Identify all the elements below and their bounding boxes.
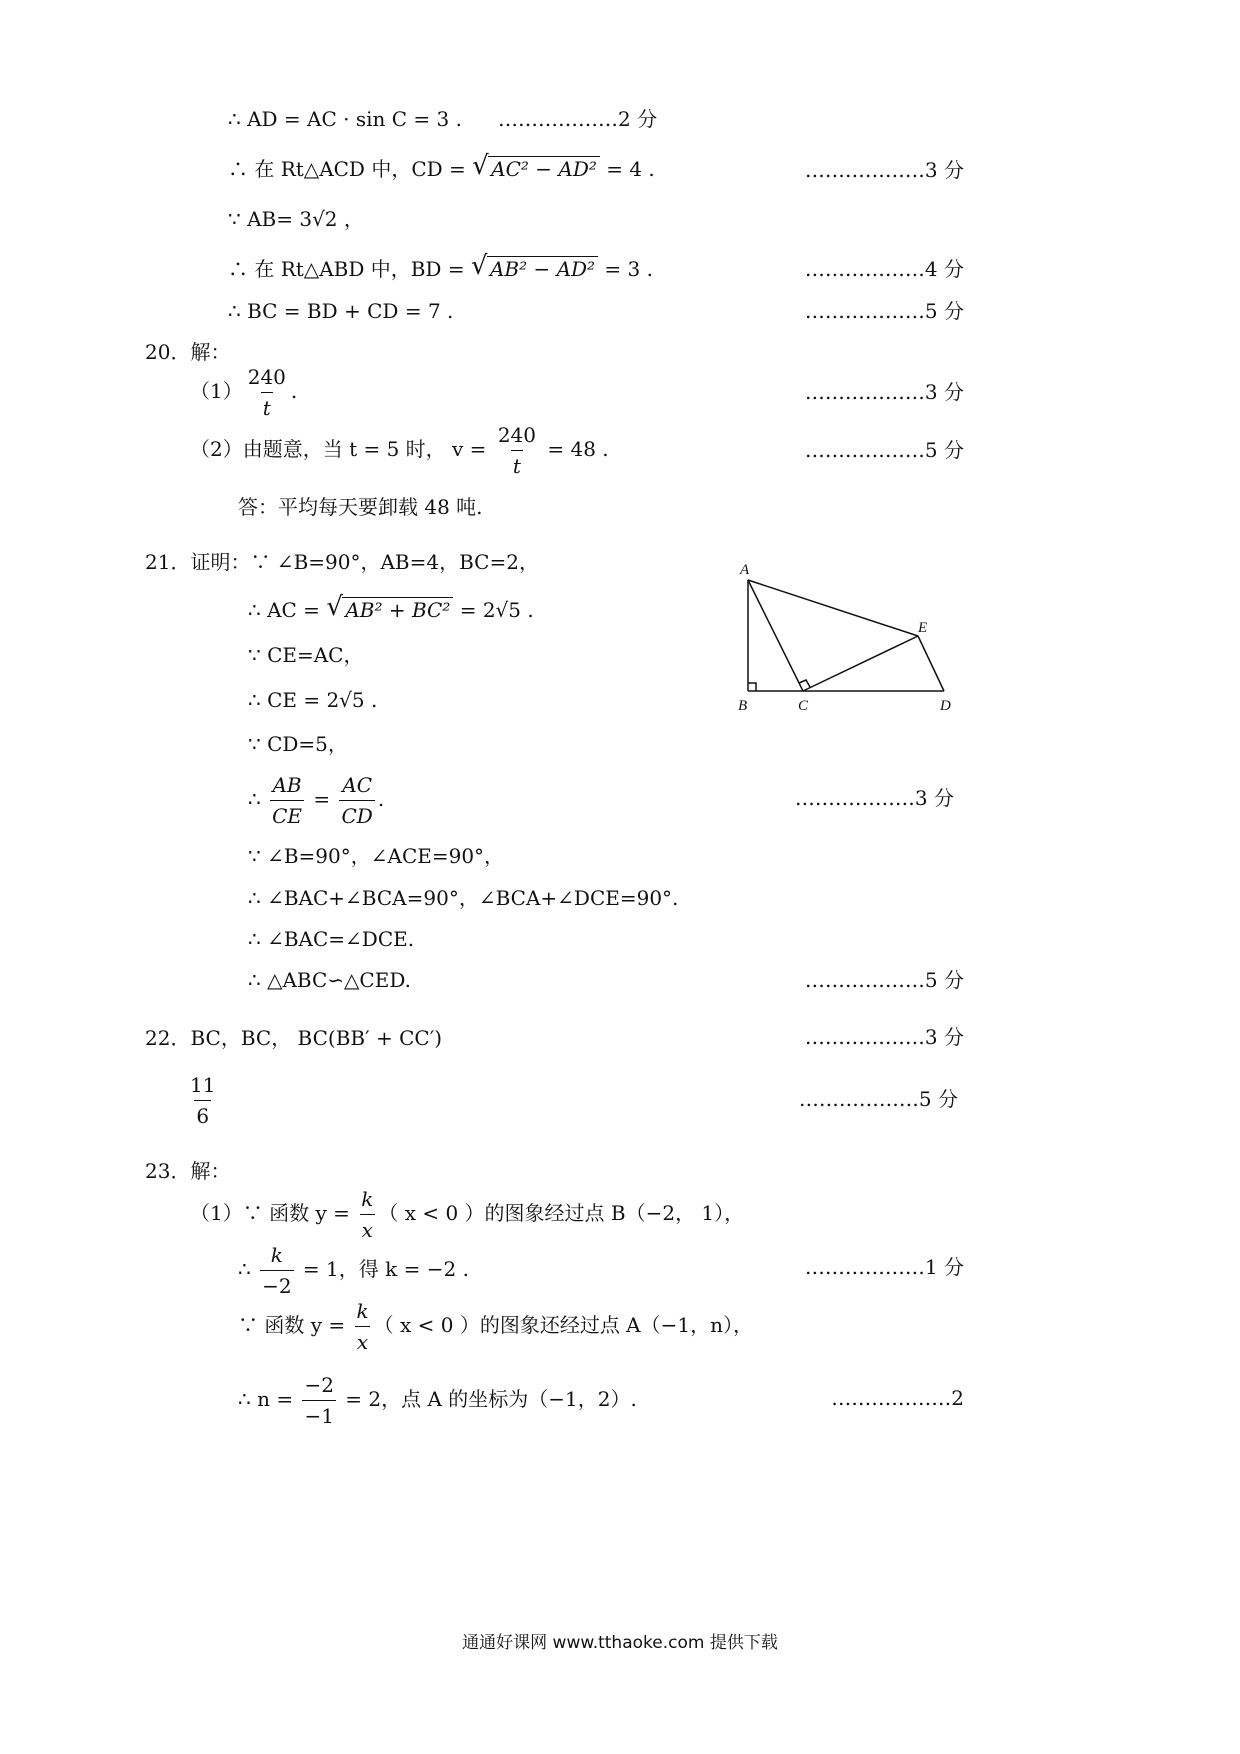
q23-l3-condition: （ x < 0 ）的图象还经过点 A（−1，n）， [373,1313,753,1337]
q19-score-4: ………………4 分 [804,257,964,281]
period: . [290,379,298,403]
q21-ac-result: = 2√5 . [453,598,534,622]
sqrt-ab-ad: √ AB² − AD² [471,255,598,283]
denominator: 6 [194,1100,211,1131]
denominator: x [355,1326,370,1357]
radicand: AB² + BC² [342,597,453,622]
q23-l3-text: ∵ 函数 y = [238,1313,352,1337]
q19-bd-text: ∴ 在 Rt△ABD 中，BD = [228,257,471,281]
fraction-240-t-2 [496,420,538,481]
q22-score-3: ………………3 分 [804,1025,964,1049]
q23-l1-text: （1）∵ 函数 y = [190,1201,357,1225]
q19-line-cd [228,151,655,183]
therefore: ∴ [238,1257,258,1281]
numerator: 240 [497,423,536,447]
q20-score-3: ………………3 分 [804,380,964,404]
q22-score-5: ………………5 分 [798,1087,958,1111]
numerator: 240 [247,365,286,389]
label-d: D [940,698,951,714]
q23-l4-result: = 2，点 A 的坐标为（−1，2）. [338,1387,637,1411]
q23-heading: 23．解： [145,1159,231,1183]
q19-line-bc: ∴ BC = BD + CD = 7 . [228,299,454,323]
denominator: t [511,450,523,481]
segment-ce [803,636,918,691]
fraction-ac-cd [339,770,374,831]
part-label: （1） [190,379,243,403]
q23-line1 [190,1184,744,1245]
radicand: AC² − AD² [488,156,600,181]
q21-line-ac [248,592,534,624]
q23-line4 [238,1370,637,1431]
q21-score-5: ………………5 分 [804,968,964,992]
q21-line-ce: ∴ CE = 2√5 . [248,688,378,712]
q21-line-ce-ac: ∵ CE=AC， [248,643,364,667]
label-b: B [738,698,748,714]
fraction-k-x-2 [355,1296,371,1357]
therefore: ∴ [248,787,268,811]
q19-cd-result: = 4 . [599,157,655,181]
numerator: k [361,1187,374,1211]
q22-fraction-line [185,1070,220,1131]
denominator: −2 [260,1270,293,1301]
q23-line3 [238,1296,753,1357]
q21-heading: 21．证明：∵ ∠B=90°，AB=4，BC=2， [145,550,539,574]
denominator: CE [270,800,304,831]
q19-score-5: ………………5 分 [804,299,964,323]
q19-line-bd [228,251,653,283]
label-e: E [918,620,928,636]
q20-score-5: ………………5 分 [804,438,964,462]
q21-line-similar: ∴ △ABC∽△CED. [248,968,411,992]
denominator: t [261,392,273,423]
segment-ed [918,636,944,691]
denominator: x [360,1214,375,1245]
denominator: CD [339,800,374,831]
q20-heading: 20．解： [145,340,231,364]
q21-line-angles: ∵ ∠B=90°，∠ACE=90°， [248,844,505,868]
q23-l4-text: ∴ n = [238,1387,300,1411]
part2-text: （2）由题意，当 t = 5 时， v = [190,437,493,461]
q19-score-3: ………………3 分 [804,158,964,182]
q23-l1-condition: （ x < 0 ）的图象经过点 B（−2， 1）， [378,1201,745,1225]
fraction-240-t [246,362,288,423]
fraction-ab-ce [270,770,304,831]
footer-source: 通通好课网 www.tthaoke.com 提供下载 [462,1633,778,1653]
q21-line-equal-angle: ∴ ∠BAC=∠DCE. [248,927,415,951]
right-angle-b [748,683,756,691]
q21-line-sum: ∴ ∠BAC+∠BCA=90°，∠BCA+∠DCE=90°. [248,886,679,910]
q19-bd-result: = 3 . [598,257,653,281]
numerator: AC [342,773,373,797]
segment-ae [748,580,918,636]
sqrt-ac-ad: √ AC² − AD² [472,155,600,183]
q20-part1 [190,362,297,423]
sqrt-ab-bc: √ AB² + BC² [326,596,453,624]
q21-line-cd: ∵ CD=5， [248,732,348,756]
q19-line-ad: ∴ AD = AC · sin C = 3 . [228,107,462,131]
part2-result: = 48 . [541,437,609,461]
fraction-k-x [359,1184,375,1245]
q21-ratio-line [248,770,384,831]
q21-score-3: ………………3 分 [794,786,954,810]
q23-line2 [238,1240,469,1301]
q19-score-2: ………………2 分 [498,107,658,131]
numerator: −2 [304,1373,334,1397]
equals: = [307,787,337,811]
q23-score-1: ………………1 分 [804,1255,964,1279]
triangle-figure [730,556,970,722]
q23-l2-result: = 1，得 k = −2 . [296,1257,469,1281]
q20-part2 [190,420,609,481]
period: . [377,787,385,811]
fraction-neg2-neg1 [302,1370,335,1431]
fraction-k-neg2 [260,1240,293,1301]
numerator: k [356,1299,369,1323]
q22-line: 22．BC，BC， BC(BB′ + CC′) [145,1026,443,1050]
numerator: AB [272,773,302,797]
radicand: AB² − AD² [487,256,598,281]
label-a: A [740,562,750,578]
q21-ac-text: ∴ AC = [248,598,327,622]
label-c: C [798,698,809,714]
numerator: 11 [190,1073,216,1097]
denominator: −1 [302,1400,335,1431]
q19-line-ab: ∵ AB= 3√2 ， [228,207,364,231]
q20-answer: 答：平均每天要卸载 48 吨. [238,495,483,519]
numerator: k [270,1243,283,1267]
fraction-11-6 [188,1070,217,1131]
q19-cd-text: ∴ 在 Rt△ACD 中，CD = [228,157,473,181]
segment-ac [748,580,803,691]
q23-score-2: ………………2 [831,1386,964,1410]
